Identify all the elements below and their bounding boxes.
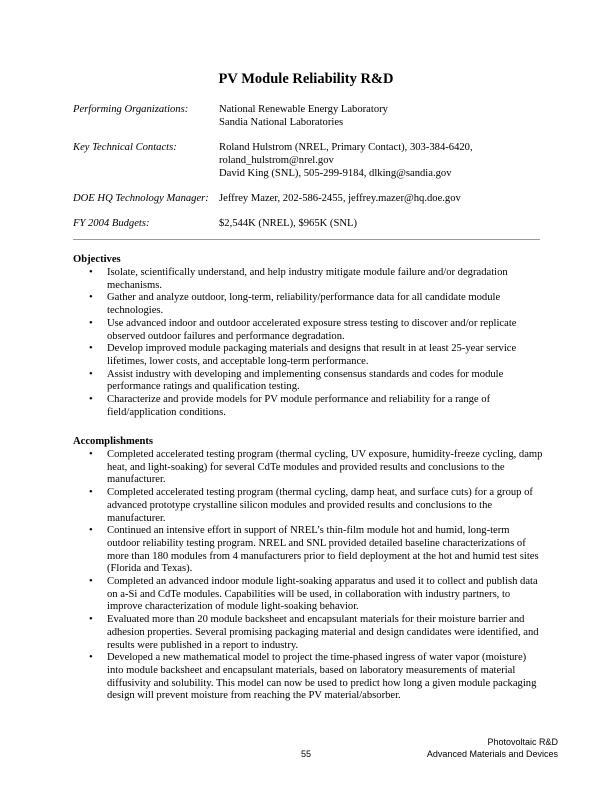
running-footer bbox=[427, 737, 558, 760]
list-item bbox=[73, 369, 543, 394]
bullet-icon: • bbox=[89, 394, 93, 406]
performing-organizations-value bbox=[219, 103, 388, 129]
objectives-heading: Objectives bbox=[73, 254, 121, 265]
accomplishments-list bbox=[73, 449, 543, 703]
technology-manager-value: Jeffrey Mazer, 202-586-2455, jeffrey.mazer@hq.doe.gov bbox=[219, 193, 461, 204]
objective-text: Assist industry with developing and implementing consensus standards and codes for module performance ratings and qualification testing. bbox=[107, 368, 504, 393]
bullet-icon: • bbox=[89, 267, 93, 278]
objective-text: Isolate, scientifically understand, and help industry mitigate module failure and/or degradation mechanisms. bbox=[107, 267, 508, 291]
accomplishments-heading: Accomplishments bbox=[73, 436, 154, 447]
list-item bbox=[73, 343, 543, 368]
bullet-icon: • bbox=[89, 525, 93, 537]
footer-line: Advanced Materials and Devices bbox=[426, 748, 558, 759]
list-item bbox=[73, 487, 543, 525]
contact-line: roland_hulstrom@nrel.gov bbox=[219, 155, 334, 166]
list-item bbox=[73, 525, 543, 576]
performing-org-line: Sandia National Laboratories bbox=[219, 117, 344, 128]
objectives-list bbox=[73, 267, 543, 419]
accomplishment-text: Evaluated more than 20 module backsheet and encapsulant materials for their moisture barrier and adhesion properties. Several promising packaging material and design candidates were identified, and results were published in a report to industry. bbox=[107, 614, 539, 651]
bullet-icon: • bbox=[89, 317, 93, 329]
list-item bbox=[73, 292, 543, 317]
list-item bbox=[73, 576, 543, 614]
key-technical-contacts-label: Key Technical Contacts: bbox=[73, 142, 177, 153]
accomplishment-text: Completed accelerated testing program (thermal cycling, UV exposure, humidity-freeze cycling, damp heat, and light-soaking) for several CdTe modules and provided results and conclusions to the manufacturer. bbox=[107, 449, 543, 486]
accomplishment-text: Completed accelerated testing program (thermal cycling, damp heat, and surface cuts) for a group of advanced prototype crystalline silicon modules and provided results and conclusions to the manufacturer. bbox=[107, 487, 533, 524]
objective-text: Characterize and provide models for PV module performance and reliability for a range of field/application conditions. bbox=[107, 394, 491, 418]
footer-line: Photovoltaic R&D bbox=[487, 737, 558, 747]
list-item bbox=[73, 449, 543, 487]
bullet-icon: • bbox=[89, 576, 93, 588]
performing-organizations-label: Performing Organizations: bbox=[73, 104, 189, 115]
technology-manager-label: DOE HQ Technology Manager: bbox=[73, 193, 209, 204]
list-item bbox=[73, 318, 543, 343]
bullet-icon: • bbox=[89, 343, 93, 355]
bullet-icon: • bbox=[89, 614, 93, 626]
bullet-icon: • bbox=[89, 368, 93, 380]
accomplishment-text: Completed an advanced indoor module light-soaking apparatus and used it to collect and publish data on a-Si and CdTe modules. Capabilities will be used, in collaboration with industry partners, to improve characterization of module light-soaking behavior. bbox=[107, 576, 538, 613]
list-item bbox=[73, 652, 543, 703]
contact-line: David King (SNL), 505-299-9184, dlking@sandia.gov bbox=[219, 168, 452, 179]
objective-text: Use advanced indoor and outdoor accelerated exposure stress testing to discover and/or replicate observed outdoor failures and performance degradation. bbox=[107, 317, 517, 342]
list-item bbox=[73, 394, 543, 419]
list-item bbox=[73, 267, 543, 292]
bullet-icon: • bbox=[89, 487, 93, 499]
objective-text: Develop improved module packaging materials and designs that result in at least 25-year service lifetimes, lower costs, and acceptable long-term performance. bbox=[107, 343, 517, 367]
key-technical-contacts-value bbox=[219, 141, 473, 180]
contact-line: Roland Hulstrom (NREL, Primary Contact), 303-384-6420, bbox=[219, 142, 473, 153]
performing-org-line: National Renewable Energy Laboratory bbox=[219, 104, 388, 115]
header-divider bbox=[73, 239, 540, 240]
objective-text: Gather and analyze outdoor, long-term, reliability/performance data for all candidate module technologies. bbox=[107, 292, 501, 317]
budgets-label: FY 2004 Budgets: bbox=[73, 218, 150, 229]
page-number: 55 bbox=[300, 749, 311, 759]
bullet-icon: • bbox=[89, 449, 93, 460]
accomplishment-text: Continued an intensive effort in support of NREL’s thin-film module hot and humid, long-term outdoor reliability testing program. NREL and SNL provided detailed baseline characterizations of more than 180 modules from 4 manufacturers prior to field deployment at the hot and humid test sites (Florida and Texas). bbox=[107, 525, 539, 575]
accomplishment-text: Developed a new mathematical model to project the time-phased ingress of water vapor (moisture) into module backsheet and encapsulant materials, based on laboratory measurements of material diffusivity and solubility. This model can now be used to predict how long a given module packaging design will prevent moisture from reaching the PV material/absorber. bbox=[107, 652, 537, 702]
budgets-value: $2,544K (NREL), $965K (SNL) bbox=[219, 218, 357, 229]
bullet-icon: • bbox=[89, 652, 93, 664]
list-item bbox=[73, 614, 543, 652]
bullet-icon: • bbox=[89, 292, 93, 304]
page-title: PV Module Reliability R&D bbox=[218, 71, 394, 87]
